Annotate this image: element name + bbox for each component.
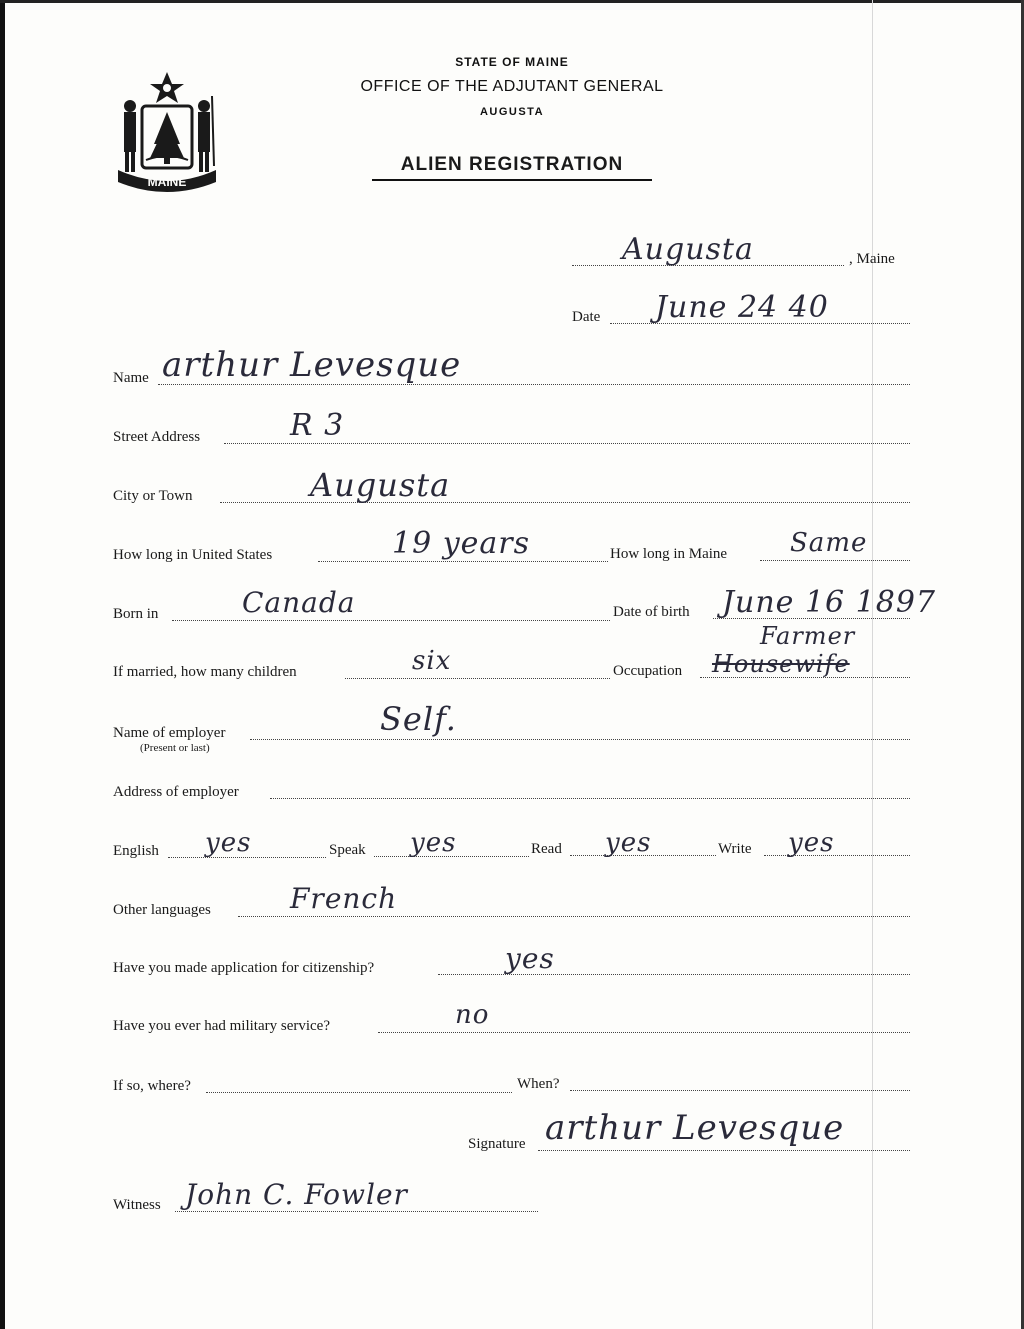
name-entry: arthur Levesque <box>162 345 462 385</box>
children-line <box>345 678 610 679</box>
occupation-label: Occupation <box>613 663 683 679</box>
occupation-entry: Farmer <box>760 622 856 650</box>
military-label: Have you ever had military service? <box>113 1018 330 1034</box>
city-label: City or Town <box>113 488 193 504</box>
street-label: Street Address <box>113 429 201 445</box>
signature-label: Signature <box>468 1136 526 1152</box>
when-label: When? <box>517 1076 560 1092</box>
signature-line <box>538 1150 910 1151</box>
born-in-label: Born in <box>113 606 159 622</box>
speak-entry: yes <box>410 828 457 858</box>
military-line <box>378 1032 910 1033</box>
write-label: Write <box>718 841 752 857</box>
seal-ribbon-text: MAINE <box>147 175 187 189</box>
form-title: ALIEN REGISTRATION <box>372 154 652 181</box>
born-in-line <box>172 620 610 621</box>
witness-line <box>175 1211 538 1212</box>
employer-entry: Self. <box>380 700 457 738</box>
read-label: Read <box>531 841 562 857</box>
street-line <box>224 443 910 444</box>
occupation-struck-entry: Housewife <box>712 650 850 678</box>
read-entry: yes <box>605 828 652 858</box>
employer-line <box>250 739 910 740</box>
employer-sublabel: (Present or last) <box>140 742 210 754</box>
if-so-where-line <box>206 1092 512 1093</box>
born-in-entry: Canada <box>242 586 356 619</box>
date-of-birth-label: Date of birth <box>613 604 690 620</box>
other-languages-entry: French <box>290 882 398 915</box>
other-languages-line <box>238 916 910 917</box>
citizenship-entry: yes <box>505 942 555 975</box>
date-label: Date <box>572 309 601 325</box>
children-entry: six <box>412 646 452 676</box>
employer-label: Name of employer <box>113 725 226 741</box>
employer-address-line <box>270 798 910 799</box>
write-entry: yes <box>788 828 835 858</box>
witness-label: Witness <box>113 1197 161 1213</box>
witness-entry: John C. Fowler <box>185 1178 408 1211</box>
how-long-us-entry: 19 years <box>392 526 531 561</box>
office-heading: OFFICE OF THE ADJUTANT GENERAL <box>360 78 664 95</box>
how-long-us-line <box>318 561 608 562</box>
military-entry: no <box>455 1000 490 1030</box>
signature-entry: arthur Levesque <box>545 1108 845 1148</box>
speak-label: Speak <box>329 842 366 858</box>
english-label: English <box>113 843 159 859</box>
date-of-birth-entry: June 16 1897 <box>722 585 937 620</box>
state-seal-icon <box>112 66 222 196</box>
place-entry: Augusta <box>622 232 754 267</box>
scan-edge-top <box>0 0 1024 3</box>
citizenship-label: Have you made application for citizenship? <box>113 960 375 976</box>
if-so-where-label: If so, where? <box>113 1078 191 1094</box>
paper-fold-line <box>872 0 873 1329</box>
employer-address-label: Address of employer <box>113 784 239 800</box>
write-line <box>764 855 910 856</box>
how-long-us-label: How long in United States <box>113 547 273 563</box>
how-long-maine-label: How long in Maine <box>610 546 728 562</box>
how-long-maine-line <box>760 560 910 561</box>
state-heading: STATE OF MAINE <box>455 55 569 69</box>
how-long-maine-entry: Same <box>790 528 868 558</box>
children-label: If married, how many children <box>113 664 297 680</box>
english-entry: yes <box>205 828 252 858</box>
city-heading: AUGUSTA <box>479 106 545 118</box>
name-label: Name <box>113 370 149 386</box>
scan-edge-left <box>0 0 5 1329</box>
city-entry: Augusta <box>310 466 451 504</box>
maine-label: , Maine <box>849 251 895 267</box>
date-entry: June 24 40 <box>655 290 829 325</box>
other-languages-label: Other languages <box>113 902 211 918</box>
when-line <box>570 1090 910 1091</box>
street-entry: R 3 <box>290 408 345 443</box>
